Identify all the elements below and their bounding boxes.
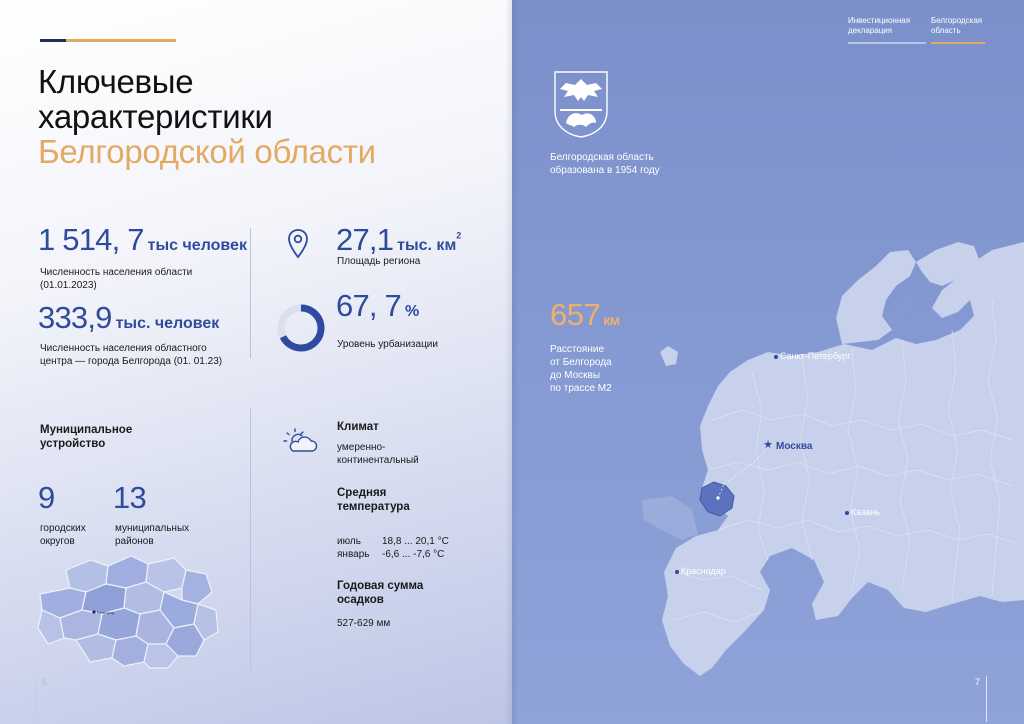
municipal-district-label: муниципальных районов (115, 523, 190, 547)
map-label-krasnodar: Краснодар (681, 566, 726, 576)
municipal-district-count: 13 (113, 480, 146, 515)
right-page (512, 0, 1024, 724)
population-value: 1 514, 7 (38, 222, 144, 257)
svg-text:★: ★ (763, 438, 773, 451)
title-line-3: Белгородской области (38, 133, 376, 170)
urbanization-value: 67, 7 (336, 288, 401, 323)
july-label: июль (337, 536, 361, 547)
map-label-kazan: Казань (851, 507, 880, 517)
partly-cloudy-icon (283, 427, 319, 455)
area-value: 27,1 (336, 222, 394, 257)
population-unit: тыс человек (147, 237, 247, 254)
urbanization-stat (336, 288, 419, 324)
divider (250, 408, 251, 670)
urban-district-label: городских округов (40, 523, 86, 547)
nav-belgorod-oblast[interactable]: Белгородская область (931, 16, 985, 44)
january-label: январь (337, 549, 370, 560)
city-population-caption: Численность населения областного центра — города Белгорода (01. 01.23) (40, 343, 223, 367)
divider (250, 228, 251, 358)
nav-investment-declaration[interactable]: Инвестиционная декларация (848, 16, 926, 44)
oblast-map-city-label: Белгород (97, 610, 115, 615)
urbanization-unit: % (404, 303, 420, 320)
page-title (38, 64, 376, 169)
january-temperature: -6,6 ... -7,6 °C (382, 549, 445, 560)
population-stat (38, 222, 247, 258)
precipitation-value: 527-629 мм (337, 618, 391, 629)
area-caption: Площадь региона (337, 256, 421, 267)
map-pin-icon (287, 228, 309, 260)
map-label-moscow: Москва (776, 441, 813, 452)
map-label-saint-petersburg: Санкт-Петербург (780, 351, 851, 361)
donut-chart-icon (276, 303, 326, 353)
page-fold (505, 0, 519, 724)
coat-of-arms-emblem (552, 69, 610, 139)
distance-caption: Расстояние от Белгорода до Москвы по трассе М2 (550, 344, 612, 394)
precipitation-heading: Годовая сумма осадков (337, 580, 424, 606)
distance-unit: км (603, 312, 620, 328)
founded-text: Белгородская область образована в 1954 году (550, 152, 660, 176)
distance-stat (550, 297, 620, 333)
city-population-stat (38, 300, 219, 336)
area-unit: тыс. км (397, 237, 457, 254)
page-number-rule (986, 676, 987, 722)
distance-value: 657 (550, 297, 601, 332)
title-line-2: характеристики (38, 98, 273, 135)
temperature-heading: Средняя температура (337, 487, 410, 513)
city-population-unit: тыс. человек (115, 315, 220, 332)
city-population-value: 333,9 (38, 300, 112, 335)
population-caption: Численность населения области (01.01.2023) (40, 267, 193, 291)
municipal-heading: Муниципальное устройство (40, 424, 133, 450)
title-line-1: Ключевые (38, 63, 194, 100)
climate-heading: Климат (337, 421, 379, 433)
climate-type: умеренно- континентальный (337, 442, 419, 466)
july-temperature: 18,8 ... 20,1 °C (382, 536, 449, 547)
page-number-left: 6 (42, 677, 48, 687)
header-accent-bar (40, 39, 176, 42)
oblast-districts-map (36, 548, 222, 672)
page-number-rule (36, 676, 37, 722)
area-stat: 27,1 тыс. $км^2$ (336, 222, 461, 257)
urban-district-count: 9 (38, 480, 55, 515)
urbanization-caption: Уровень урбанизации (337, 339, 438, 350)
page-number-right: 7 (975, 677, 981, 687)
